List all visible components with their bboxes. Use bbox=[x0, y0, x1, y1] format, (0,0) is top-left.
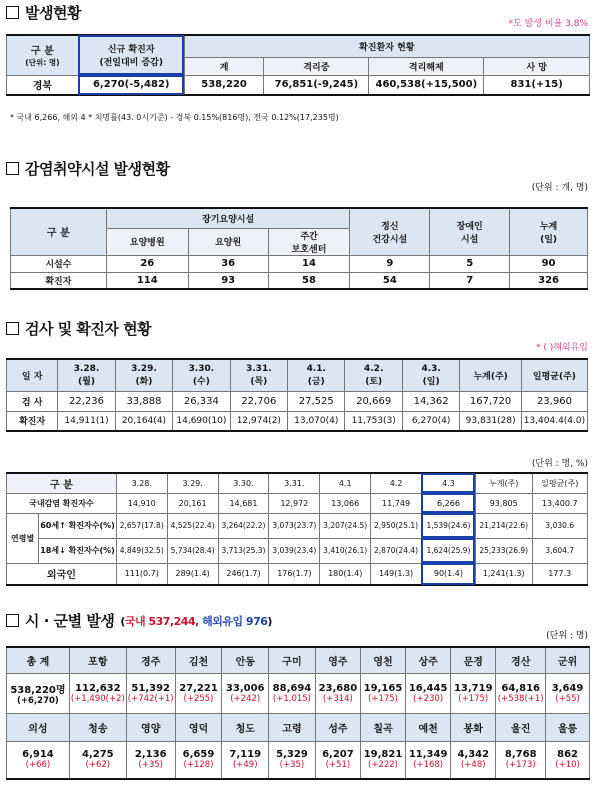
region-cell bbox=[546, 673, 590, 713]
region-total: 6,659 bbox=[182, 749, 215, 761]
region-total: 3,649 bbox=[551, 682, 584, 694]
table-cell: 1,241(1.3) bbox=[475, 563, 532, 585]
region-increase: (+314) bbox=[322, 693, 353, 704]
header-region: 경주 bbox=[126, 647, 175, 673]
region-increase: (+51) bbox=[325, 760, 351, 771]
region-total: 64,816 bbox=[501, 682, 540, 694]
table-cell: 3,073(23.7) bbox=[269, 513, 320, 538]
table-cell: 1,539(24.6) bbox=[421, 513, 475, 538]
region-total: 7,119 bbox=[229, 749, 262, 761]
checkbox-icon bbox=[6, 6, 19, 19]
occurrence-footnote: * 국내 6,266, 해외 4 * 치명률(43. 0시기준) - 경북 0.15%(816명), 전국 0.12%(17,235명) bbox=[10, 113, 339, 122]
region-total: 2,136 bbox=[134, 749, 167, 761]
region-cell bbox=[315, 673, 360, 713]
table-cell: 12,972 bbox=[269, 493, 320, 513]
header-nursing-hospital: 요양병원 bbox=[106, 228, 188, 255]
header-gubun: 구 분 (단위: 명) bbox=[7, 35, 79, 75]
checkbox-icon bbox=[6, 162, 19, 175]
header-total-week: 누계(주) bbox=[460, 359, 522, 391]
header-region: 의성 bbox=[7, 713, 70, 741]
region-cell bbox=[360, 673, 405, 713]
table-cell: 3,713(25.3) bbox=[218, 538, 269, 563]
region-increase: (+175) bbox=[368, 693, 398, 704]
table-cell: 3,264(22.2) bbox=[218, 513, 269, 538]
header-region: 영덕 bbox=[175, 713, 222, 741]
header-region: 울릉 bbox=[546, 713, 590, 741]
table-cell: 7 bbox=[430, 272, 510, 289]
province-ratio-note: *도 발생 비율 3.8% bbox=[508, 19, 588, 29]
table-cell: 20,164(4) bbox=[115, 411, 172, 431]
region-total: 4,342 bbox=[457, 749, 490, 761]
table-cell: 58 bbox=[268, 272, 350, 289]
total-value: 538,220 bbox=[184, 75, 264, 95]
table-cell: 20,669 bbox=[345, 391, 402, 411]
released-value: 460,538(+15,500) bbox=[369, 75, 484, 95]
region-cell bbox=[126, 741, 175, 779]
table-cell: 26 bbox=[106, 255, 188, 272]
header-disability: 장애인 시설 bbox=[430, 208, 510, 255]
table-cell: 2,870(24.4) bbox=[371, 538, 422, 563]
region-increase: (+173) bbox=[505, 760, 536, 771]
region-total: 538,220명 bbox=[10, 684, 66, 696]
region-increase: (+222) bbox=[368, 760, 398, 771]
region-total: 33,006 bbox=[225, 682, 265, 694]
header-region: 영천 bbox=[360, 647, 405, 673]
table-cell: 4,849(32.5) bbox=[116, 538, 167, 563]
table-cell: 180(1.4) bbox=[320, 563, 371, 585]
table-cell: 289(1.4) bbox=[167, 563, 218, 585]
region-increase: (+48) bbox=[460, 760, 486, 771]
region-cell bbox=[126, 673, 175, 713]
table-cell: 4,525(22.4) bbox=[167, 513, 218, 538]
region-cell bbox=[496, 741, 546, 779]
header-long-term-care: 장기요양시설 bbox=[106, 208, 350, 228]
domestic-total: 국내 537,244, bbox=[124, 614, 199, 628]
table-cell: 3,039(23.4) bbox=[269, 538, 320, 563]
region-total: 19,821 bbox=[363, 749, 403, 761]
table-cell: 36 bbox=[188, 255, 268, 272]
region-cell bbox=[546, 741, 590, 779]
table-cell: 13,404.4(4.0) bbox=[521, 411, 587, 431]
checkbox-icon bbox=[6, 322, 19, 335]
header-day: 3.31. bbox=[269, 473, 320, 493]
header-region: 상주 bbox=[406, 647, 451, 673]
header-region: 청도 bbox=[222, 713, 269, 741]
region-cell bbox=[315, 741, 360, 779]
header-region: 청송 bbox=[69, 713, 126, 741]
table-cell: 22,236 bbox=[58, 391, 115, 411]
age-table-unit: (단위 : 명, %) bbox=[531, 459, 588, 469]
region-total: 862 bbox=[557, 749, 578, 761]
header-region: 경산 bbox=[496, 647, 546, 673]
region-cell bbox=[69, 741, 126, 779]
table-cell: 2,950(25.1) bbox=[371, 513, 422, 538]
region-increase: (+10) bbox=[555, 760, 580, 771]
region-total: 88,694 bbox=[272, 682, 312, 694]
section-title-occurrence: 발생현황 bbox=[6, 2, 81, 23]
overseas-note: * ( )해외유입 bbox=[535, 343, 588, 353]
header-day: 4.1. (금) bbox=[288, 359, 345, 391]
region-total: 23,680 bbox=[318, 682, 358, 694]
new-cases-value: 6,270(-5,482) bbox=[78, 75, 184, 95]
occurrence-table bbox=[6, 34, 590, 96]
header-day: 4.3. (일) bbox=[402, 359, 459, 391]
region-cell bbox=[406, 673, 451, 713]
section-title-vulnerable: 감염취약시설 발생현황 bbox=[6, 158, 170, 179]
header-cumulative: 누계 (일) bbox=[510, 208, 588, 255]
table-cell: 93,831(28) bbox=[460, 411, 522, 431]
header-region: 칠곡 bbox=[360, 713, 405, 741]
region-total: 13,719 bbox=[453, 682, 493, 694]
header-day-care: 주간 보호센터 bbox=[268, 228, 350, 255]
table-cell: 13,070(4) bbox=[288, 411, 345, 431]
header-day: 4.2. (토) bbox=[345, 359, 402, 391]
table-cell: 9 bbox=[350, 255, 430, 272]
table-cell: 23,960 bbox=[521, 391, 587, 411]
table-cell: 20,161 bbox=[167, 493, 218, 513]
table-cell: 326 bbox=[510, 272, 588, 289]
region-total: 16,445 bbox=[408, 682, 448, 694]
header-region: 구미 bbox=[269, 647, 316, 673]
region-cell bbox=[406, 741, 451, 779]
table-cell: 176(1.7) bbox=[269, 563, 320, 585]
region-cell bbox=[360, 741, 405, 779]
row-label-tests: 검 사 bbox=[7, 391, 58, 411]
header-total-week: 누계(주) bbox=[475, 473, 532, 493]
regional-unit: (단위 : 명) bbox=[546, 631, 588, 641]
table-cell: 5,734(28.4) bbox=[167, 538, 218, 563]
row-label-domestic: 국내감염 확진자수 bbox=[7, 493, 117, 513]
region-increase: (+49) bbox=[232, 760, 258, 771]
table-cell: 14,910 bbox=[116, 493, 167, 513]
header-deaths: 사 망 bbox=[484, 57, 590, 75]
header-region: 봉화 bbox=[451, 713, 496, 741]
table-cell: 114 bbox=[106, 272, 188, 289]
region-total: 27,221 bbox=[179, 682, 218, 694]
table-cell: 149(1.3) bbox=[371, 563, 422, 585]
table-cell: 93 bbox=[188, 272, 268, 289]
header-status: 확진환자 현황 bbox=[184, 35, 589, 57]
region-cell bbox=[7, 673, 70, 713]
header-day: 4.1 bbox=[320, 473, 371, 493]
header-nursing-home: 요양원 bbox=[188, 228, 268, 255]
header-avg-week: 일평균(주) bbox=[532, 473, 588, 493]
region-total: 4,275 bbox=[82, 749, 114, 761]
header-region: 예천 bbox=[406, 713, 451, 741]
header-region: 김천 bbox=[175, 647, 222, 673]
header-date: 일 자 bbox=[7, 359, 58, 391]
region-increase: (+66) bbox=[25, 760, 51, 771]
header-isolated: 격리중 bbox=[264, 57, 369, 75]
age-breakdown-table bbox=[6, 472, 588, 586]
region-increase: (+538(+1) bbox=[497, 693, 544, 704]
region-cell bbox=[451, 741, 496, 779]
table-cell: 6,266 bbox=[421, 493, 475, 513]
table-cell: 3,030.6 bbox=[532, 513, 588, 538]
table-cell: 14,681 bbox=[218, 493, 269, 513]
region-increase: (+35) bbox=[279, 760, 305, 771]
regional-table bbox=[6, 646, 590, 780]
header-day: 4.3 bbox=[421, 473, 475, 493]
table-cell: 27,525 bbox=[288, 391, 345, 411]
table-cell: 3,604.7 bbox=[532, 538, 588, 563]
region-cell bbox=[222, 741, 269, 779]
header-avg-week: 일평균(주) bbox=[521, 359, 587, 391]
table-cell: 11,753(3) bbox=[345, 411, 402, 431]
table-cell: 6,270(4) bbox=[402, 411, 459, 431]
header-day: 3.28. (월) bbox=[58, 359, 115, 391]
region-total: 51,392 bbox=[131, 682, 170, 694]
header-released: 격리해제 bbox=[369, 57, 484, 75]
header-day: 3.30. (수) bbox=[173, 359, 230, 391]
table-cell: 26,334 bbox=[173, 391, 230, 411]
row-label-confirmed: 확진자 bbox=[11, 272, 107, 289]
region-cell bbox=[7, 741, 70, 779]
table-cell: 14 bbox=[268, 255, 350, 272]
table-cell: 3,207(24.5) bbox=[320, 513, 371, 538]
table-cell: 13,066 bbox=[320, 493, 371, 513]
header-gubun: 구 분 bbox=[11, 208, 107, 255]
header-grand-total: 총 계 bbox=[7, 647, 70, 673]
table-cell: 13,400.7 bbox=[532, 493, 588, 513]
table-cell: 54 bbox=[350, 272, 430, 289]
checkbox-icon bbox=[6, 614, 19, 627]
header-day: 3.28. bbox=[116, 473, 167, 493]
table-cell: 33,888 bbox=[115, 391, 172, 411]
tests-table bbox=[6, 358, 588, 432]
row-label-facilities: 시설수 bbox=[11, 255, 107, 272]
region-total: 112,632 bbox=[75, 682, 121, 694]
region-increase: (+1,490(+2) bbox=[70, 693, 125, 704]
isolated-value: 76,851(-9,245) bbox=[264, 75, 369, 95]
region-cell bbox=[269, 741, 316, 779]
table-cell: 5 bbox=[430, 255, 510, 272]
header-mental-health: 정신 건강시설 bbox=[350, 208, 430, 255]
region-total: 11,349 bbox=[408, 749, 448, 761]
table-cell: 111(0.7) bbox=[116, 563, 167, 585]
region-cell bbox=[451, 673, 496, 713]
section-title-tests: 검사 및 확진자 현황 bbox=[6, 318, 151, 339]
header-day: 3.30. bbox=[218, 473, 269, 493]
table-cell: 93,805 bbox=[475, 493, 532, 513]
header-new-cases: 신규 확진자 (전일대비 증감) bbox=[78, 35, 184, 75]
region-cell bbox=[496, 673, 546, 713]
header-day: 3.29. bbox=[167, 473, 218, 493]
region-cell bbox=[269, 673, 316, 713]
table-cell: 246(1.7) bbox=[218, 563, 269, 585]
table-cell: 22,706 bbox=[230, 391, 287, 411]
region-increase: (+175) bbox=[458, 693, 489, 704]
region-total: 6,914 bbox=[22, 749, 54, 761]
header-region: 문경 bbox=[451, 647, 496, 673]
row-label-over60: 60세↑ 확진자수(%) bbox=[39, 513, 117, 538]
header-region: 영양 bbox=[126, 713, 175, 741]
region-total: 8,768 bbox=[504, 749, 537, 761]
region-increase: (+230) bbox=[413, 693, 444, 704]
region-cell bbox=[69, 673, 126, 713]
header-region: 군위 bbox=[546, 647, 590, 673]
region-total: 6,207 bbox=[322, 749, 354, 761]
region-cell bbox=[222, 673, 269, 713]
row-group-age: 연령별 bbox=[7, 513, 39, 563]
header-day: 4.2 bbox=[371, 473, 422, 493]
region-increase: (+255) bbox=[183, 693, 214, 704]
table-cell: 177.3 bbox=[532, 563, 588, 585]
header-region: 포항 bbox=[69, 647, 126, 673]
vulnerable-facility-table bbox=[10, 207, 588, 290]
header-region: 고령 bbox=[269, 713, 316, 741]
region-increase: (+242) bbox=[230, 693, 261, 704]
table-cell: 11,749 bbox=[371, 493, 422, 513]
table-cell: 2,657(17.8) bbox=[116, 513, 167, 538]
region-total: 5,329 bbox=[276, 749, 308, 761]
row-label-foreigners: 외국인 bbox=[7, 563, 117, 585]
region-cell bbox=[175, 741, 222, 779]
header-day: 3.29. (화) bbox=[115, 359, 172, 391]
overseas-total: 해외유입 976 bbox=[202, 614, 268, 628]
row-label-confirmed: 확진자 bbox=[7, 411, 58, 431]
region-increase: (+1,015) bbox=[272, 693, 311, 704]
section-title-regional: 시 · 군별 발생 (국내 537,244, 해외유입 976) bbox=[6, 610, 272, 631]
row-label-under18: 18세↓ 확진자수(%) bbox=[39, 538, 117, 563]
table-cell: 90(1.4) bbox=[421, 563, 475, 585]
region-increase: (+62) bbox=[85, 760, 111, 771]
table-cell: 1,624(25.9) bbox=[421, 538, 475, 563]
table-cell: 21,214(22.6) bbox=[475, 513, 532, 538]
region-increase: (+35) bbox=[138, 760, 163, 771]
table-cell: 167,720 bbox=[460, 391, 522, 411]
row-label-gyeongbuk: 경북 bbox=[7, 75, 79, 95]
table-cell: 90 bbox=[510, 255, 588, 272]
table-cell: 14,911(1) bbox=[58, 411, 115, 431]
header-region: 성주 bbox=[315, 713, 360, 741]
table-cell: 25,233(26.9) bbox=[475, 538, 532, 563]
header-region: 울진 bbox=[496, 713, 546, 741]
region-increase: (+742(+1) bbox=[127, 693, 174, 704]
region-increase: (+128) bbox=[183, 760, 214, 771]
region-total: 19,165 bbox=[363, 682, 403, 694]
header-gubun: 구 분 bbox=[7, 473, 117, 493]
header-region: 영주 bbox=[315, 647, 360, 673]
region-increase: (+55) bbox=[555, 693, 580, 704]
region-increase: (+6,270) bbox=[17, 695, 59, 706]
table-cell: 14,690(10) bbox=[173, 411, 230, 431]
region-increase: (+168) bbox=[413, 760, 444, 771]
table-cell: 12,974(2) bbox=[230, 411, 287, 431]
table-cell: 14,362 bbox=[402, 391, 459, 411]
header-total: 계 bbox=[184, 57, 264, 75]
region-cell bbox=[175, 673, 222, 713]
table-cell: 3,410(26.1) bbox=[320, 538, 371, 563]
deaths-value: 831(+15) bbox=[484, 75, 590, 95]
vulnerable-unit: (단위 : 개, 명) bbox=[531, 183, 588, 193]
header-day: 3.31. (목) bbox=[230, 359, 287, 391]
header-region: 안동 bbox=[222, 647, 269, 673]
